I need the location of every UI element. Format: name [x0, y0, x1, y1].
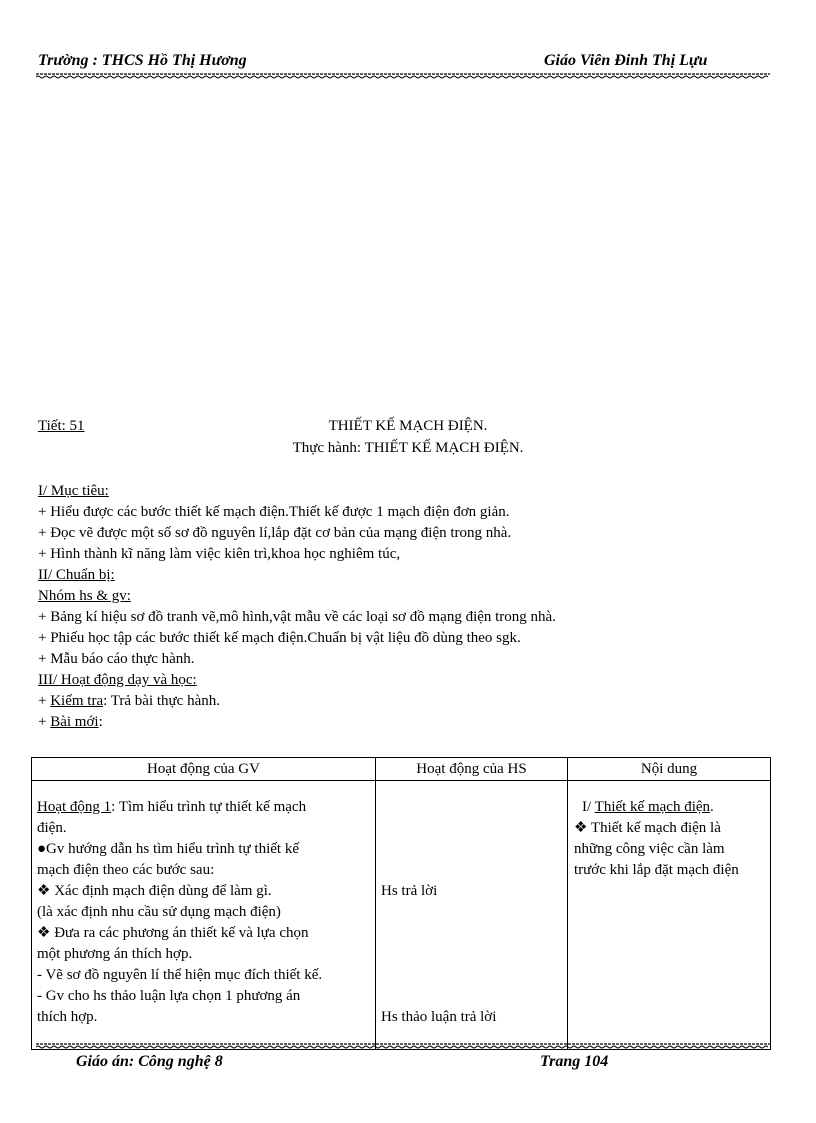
teacher-name: Giáo Viên Đinh Thị Lựu	[544, 52, 708, 69]
activity-1-text: : Tìm hiểu trình tự thiết kế mạch	[111, 799, 307, 815]
content-line: trước khi lắp đặt mạch điện	[574, 862, 739, 878]
gv-line: - Gv cho hs thảo luận lựa chọn 1 phương án	[37, 988, 301, 1004]
prep-item: + Phiếu học tập các bước thiết kế mạch điện.Chuẩn bị vật liệu đồ dùng theo sgk.	[38, 630, 521, 646]
col-header-content: Nội dung	[568, 758, 771, 781]
check-line	[38, 693, 220, 710]
content-heading	[574, 797, 765, 818]
new-lesson-label: Bài mới	[50, 714, 99, 730]
content-heading-prefix: I/	[582, 799, 595, 815]
activity-table	[31, 757, 771, 1050]
hs-cell	[376, 781, 568, 1050]
activities-heading: III/ Hoạt động dạy và học:	[38, 672, 197, 688]
activity-1-title	[37, 797, 370, 818]
lesson-title: THIẾT KẾ MẠCH ĐIỆN.	[328, 418, 488, 434]
footer-subject: Giáo án: Công nghệ 8	[76, 1053, 223, 1070]
gv-line: thích hợp.	[37, 1009, 98, 1025]
prep-item: + Mẫu báo cáo thực hành.	[38, 651, 195, 667]
check-label: Kiểm tra	[50, 693, 104, 709]
prep-item: + Bảng kí hiệu sơ đồ tranh vẽ,mô hình,vật mẫu về các loại sơ đồ mạng điện trong nhà.	[38, 609, 556, 625]
activity-1-label: Hoạt động 1	[37, 799, 112, 815]
table-row	[32, 781, 771, 1050]
content-line: những công việc cần làm	[574, 841, 725, 857]
new-lesson-prefix: +	[38, 714, 51, 730]
gv-line: một phương án thích hợp.	[37, 946, 193, 962]
gv-line: - Vẽ sơ đồ nguyên lí thể hiện mục đích thiết kế.	[37, 967, 323, 983]
period-label: Tiết: 51	[38, 418, 85, 434]
group-heading: Nhóm hs & gv:	[38, 588, 131, 604]
gv-line: ●Gv hướng dẫn hs tìm hiểu trình tự thiết kế	[37, 841, 299, 857]
new-lesson-suffix: :	[98, 714, 103, 730]
content-line: ❖ Thiết kế mạch điện là	[574, 820, 721, 836]
check-prefix: +	[38, 693, 51, 709]
gv-line: mạch điện theo các bước sau:	[37, 862, 215, 878]
header-divider	[36, 73, 770, 79]
objective-item: + Hiểu được các bước thiết kế mạch điện.Thiết kế được 1 mạch điện đơn giản.	[38, 504, 510, 520]
gv-cell	[32, 781, 376, 1050]
gv-line: điện.	[37, 820, 67, 836]
col-header-hs: Hoạt động của HS	[376, 758, 568, 781]
content-heading-suffix: .	[710, 799, 714, 815]
check-text: : Trả bài thực hành.	[103, 693, 220, 709]
objective-item: + Hình thành kĩ năng làm việc kiên trì,khoa học nghiêm túc,	[38, 546, 401, 562]
footer-divider	[36, 1043, 770, 1049]
new-lesson-line	[38, 714, 103, 731]
objective-item: + Đọc vẽ được một số sơ đồ nguyên lí,lắp đặt cơ bản của mạng điện trong nhà.	[38, 525, 512, 541]
col-header-gv: Hoạt động của GV	[32, 758, 376, 781]
content-cell	[568, 781, 771, 1050]
lesson-subtitle: Thực hành: THIẾT KẾ MẠCH ĐIỆN.	[292, 440, 524, 456]
table-header-row	[32, 758, 771, 781]
objectives-heading: I/ Mục tiêu:	[38, 483, 109, 499]
content-heading-text: Thiết kế mạch điện	[594, 799, 711, 815]
gv-line: ❖ Xác định mạch điện dùng để làm gì.	[37, 883, 272, 899]
page-number: Trang 104	[540, 1053, 609, 1070]
gv-line: ❖ Đưa ra các phương án thiết kế và lựa chọn	[37, 925, 309, 941]
school-name: Trường : THCS Hồ Thị Hương	[38, 52, 247, 69]
prep-heading: II/ Chuẩn bị:	[38, 567, 115, 583]
hs-answer: Hs thảo luận trả lời	[381, 1009, 497, 1025]
gv-line: (là xác định nhu cầu sử dụng mạch điện)	[37, 904, 281, 920]
hs-answer: Hs trả lời	[381, 883, 438, 899]
